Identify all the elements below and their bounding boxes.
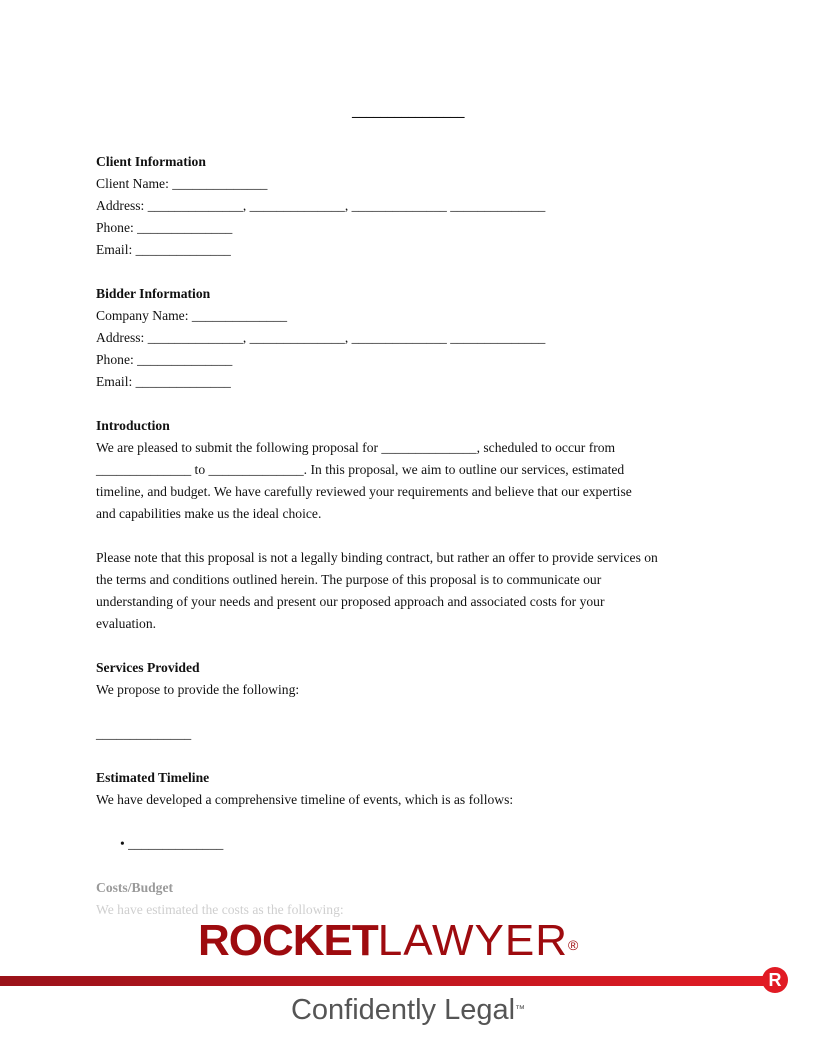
services-text: We propose to provide the following: (96, 682, 300, 697)
disclaimer-line: the terms and conditions outlined herein. The purpose of this proposal is to communicate our (96, 572, 602, 587)
bidder-heading: Bidder Information (96, 286, 211, 301)
disclaimer-line: understanding of your needs and present our proposed approach and associated costs for your (96, 594, 605, 609)
services-blank: ______________ (96, 726, 192, 741)
timeline-bullet: • ______________ (120, 836, 224, 851)
client-name-field: Client Name: ______________ (96, 176, 268, 191)
rocket-lawyer-watermark (0, 918, 816, 1056)
timeline-heading: Estimated Timeline (96, 770, 210, 785)
bidder-email-field: Email: ______________ (96, 374, 231, 389)
brand-logo (198, 918, 579, 964)
document-body (96, 151, 726, 921)
tagline-text: Confidently Legal (290, 994, 516, 1026)
logo-lawyer: LAWYER (377, 916, 568, 965)
disclaimer-line: evaluation. (96, 616, 157, 631)
introduction-heading: Introduction (96, 418, 170, 433)
document-title: ________________ (352, 104, 464, 120)
r-badge-icon: R (762, 967, 788, 993)
costs-heading: Costs/Budget (96, 880, 174, 895)
logo-rocket: ROCKET (198, 916, 378, 965)
client-phone-field: Phone: ______________ (96, 220, 233, 235)
disclaimer-line: Please note that this proposal is not a legally binding contract, but rather an offer to provide services on (96, 550, 658, 565)
intro-line: ______________ to ______________. In this proposal, we aim to outline our services, estimated (96, 462, 625, 477)
bidder-company-field: Company Name: ______________ (96, 308, 288, 323)
client-address-field: Address: ______________, ______________, ______________ ______________ (96, 198, 546, 213)
tagline (0, 992, 816, 1028)
client-heading: Client Information (96, 154, 206, 169)
timeline-text: We have developed a comprehensive timeline of events, which is as follows: (96, 792, 514, 807)
client-email-field: Email: ______________ (96, 242, 231, 257)
brand-bar (0, 976, 770, 986)
costs-text: We have estimated the costs as the following: (96, 902, 344, 917)
services-heading: Services Provided (96, 660, 200, 675)
registered-mark: ® (567, 937, 580, 953)
intro-line: We are pleased to submit the following proposal for ______________, scheduled to occur from (96, 440, 616, 455)
intro-line: timeline, and budget. We have carefully reviewed your requirements and believe that our expertise (96, 484, 632, 499)
intro-line: and capabilities make us the ideal choice. (96, 506, 322, 521)
bidder-address-field: Address: ______________, ______________, ______________ ______________ (96, 330, 546, 345)
bidder-phone-field: Phone: ______________ (96, 352, 233, 367)
trademark: ™ (515, 1004, 526, 1015)
